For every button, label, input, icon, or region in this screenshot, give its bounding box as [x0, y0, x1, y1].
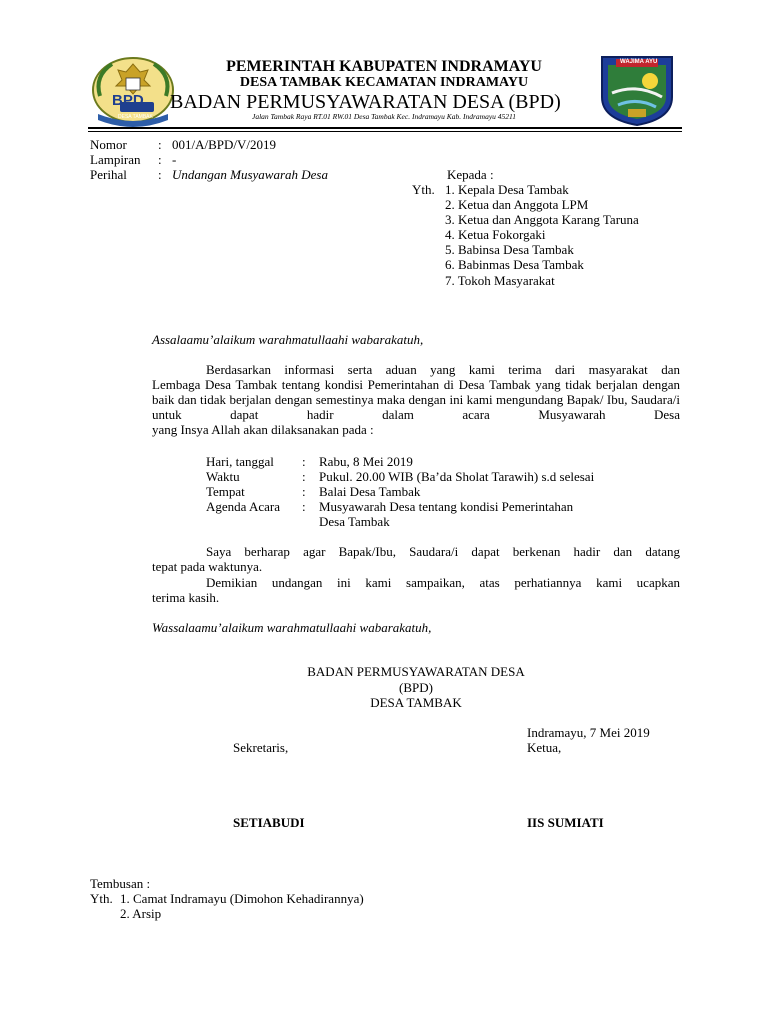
paragraph-1: Lembaga Desa Tambak tentang kondisi Pemerintahan di Desa Tambak yang tidak berjalan dengan baik dan tidak berjalan dengan semestinya maka dengan ini kami mengundang Bapak/ Ibu, Saudara/i untuk dapat hadir dalam acara Musyawarah Desa	[152, 377, 680, 422]
detail-colon: :	[302, 469, 306, 484]
chair-name: IIS SUMIATI	[527, 815, 604, 830]
paragraph-3-last-line: terima kasih.	[152, 590, 220, 605]
secretary-title: Sekretaris,	[233, 740, 289, 755]
greeting: Assalaamu’alaikum warahmatullaahi wabarakatuh,	[152, 332, 424, 347]
letterhead-rule	[88, 127, 682, 129]
letterhead-address: Jalan Tambak Raya RT.01 RW.01 Desa Tambak Kec. Indramayu Kab. Indramayu 45211	[252, 112, 516, 121]
detail-label: Tempat	[206, 484, 245, 499]
recipient-item: 1. Kepala Desa Tambak	[445, 182, 569, 197]
emblem-text: WAJIMA AYU	[620, 59, 658, 65]
recipients-yth: Yth.	[412, 182, 435, 197]
perihal-colon: :	[158, 167, 162, 182]
detail-colon: :	[302, 454, 306, 469]
closing-greeting: Wassalaamu’alaikum warahmatullaahi wabarakatuh,	[152, 620, 432, 635]
signature-org-abbr: (BPD)	[399, 680, 433, 695]
recipient-item: 5. Babinsa Desa Tambak	[445, 242, 574, 257]
recipient-item: 2. Ketua dan Anggota LPM	[445, 197, 589, 212]
nomor-label: Nomor	[90, 137, 127, 152]
lampiran-colon: :	[158, 152, 162, 167]
bpd-logo-band: DESA TAMBAK	[118, 114, 153, 120]
paragraph-2-last-line: tepat pada waktunya.	[152, 559, 263, 574]
lampiran-label: Lampiran	[90, 152, 141, 167]
nomor-value: 001/A/BPD/V/2019	[172, 137, 277, 152]
letterhead-village: DESA TAMBAK KECAMATAN INDRAMAYU	[239, 75, 529, 90]
cc-yth: Yth.	[90, 891, 113, 906]
perihal-value: Undangan Musyawarah Desa	[172, 167, 328, 182]
detail-label: Agenda Acara	[206, 499, 280, 514]
paragraph-1-first-line: Berdasarkan informasi serta aduan yang kami terima dari masyarakat dan	[206, 362, 680, 377]
detail-colon: :	[302, 499, 306, 514]
lampiran-value: -	[172, 152, 177, 167]
letterhead-rule-thin	[88, 131, 682, 132]
kepada-label: Kepada :	[447, 167, 494, 182]
recipient-item: 7. Tokoh Masyarakat	[445, 273, 555, 288]
recipient-item: 4. Ketua Fokorgaki	[445, 227, 546, 242]
letterhead-government: PEMERINTAH KABUPATEN INDRAMAYU	[226, 58, 542, 75]
detail-value: Musyawarah Desa tentang kondisi Pemerintahan	[319, 499, 574, 514]
place-date: Indramayu, 7 Mei 2019	[527, 725, 650, 740]
cc-item: 2. Arsip	[120, 906, 162, 921]
detail-value: Rabu, 8 Mei 2019	[319, 454, 413, 469]
detail-colon: :	[302, 484, 306, 499]
paragraph-1-last-line: yang Insya Allah akan dilaksanakan pada :	[152, 422, 374, 437]
recipient-item: 3. Ketua dan Anggota Karang Taruna	[445, 212, 639, 227]
perihal-label: Perihal	[90, 167, 127, 182]
recipient-item: 6. Babinmas Desa Tambak	[445, 257, 584, 272]
signature-org-name: BADAN PERMUSYAWARATAN DESA	[307, 664, 525, 679]
detail-value: Pukul. 20.00 WIB (Ba’da Sholat Tarawih) s.d selesai	[319, 469, 595, 484]
detail-value-continued: Desa Tambak	[319, 514, 390, 529]
detail-label: Waktu	[206, 469, 240, 484]
signature-org-village: DESA TAMBAK	[370, 695, 462, 710]
nomor-colon: :	[158, 137, 162, 152]
cc-title: Tembusan :	[90, 876, 151, 891]
secretary-name: SETIABUDI	[233, 815, 305, 830]
detail-value: Balai Desa Tambak	[319, 484, 421, 499]
paragraph-2-first-line: Saya berharap agar Bapak/Ibu, Saudara/i dapat berkenan hadir dan datang	[206, 544, 680, 559]
detail-label: Hari, tanggal	[206, 454, 274, 469]
chair-title: Ketua,	[527, 740, 562, 755]
paragraph-3-first-line: Demikian undangan ini kami sampaikan, atas perhatiannya kami ucapkan	[206, 575, 680, 590]
letterhead-institution: BADAN PERMUSYAWARATAN DESA (BPD)	[170, 91, 561, 113]
bpd-logo-text: BPD	[112, 92, 144, 109]
cc-item: 1. Camat Indramayu (Dimohon Kehadirannya)	[120, 891, 364, 906]
